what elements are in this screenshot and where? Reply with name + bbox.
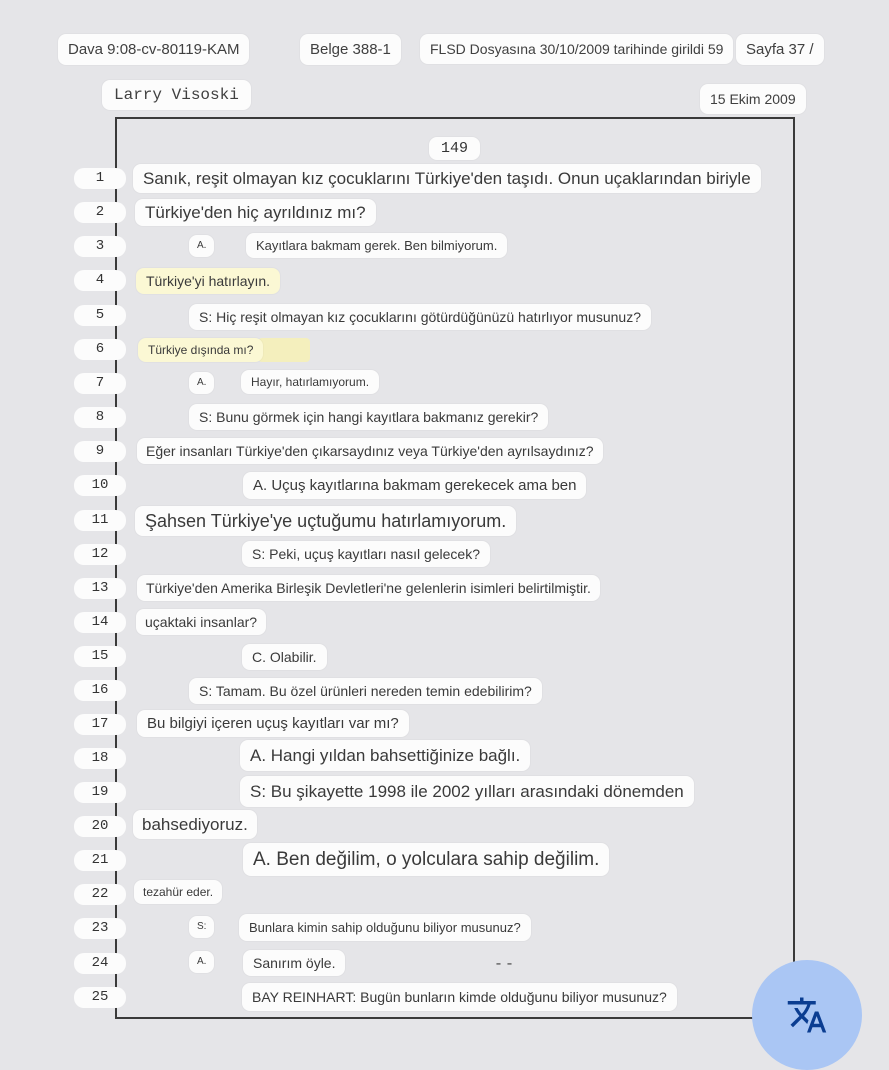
transcript-line: uçaktaki insanlar?: [136, 609, 266, 635]
line-number: 24: [74, 953, 126, 974]
transcript-line: C. Olabilir.: [242, 644, 327, 670]
trailing-dashes: --: [494, 956, 517, 973]
transcript-line: Bu bilgiyi içeren uçuş kayıtları var mı?: [137, 710, 409, 737]
transcript-line: Sanırım öyle.: [243, 950, 345, 976]
deponent-name: Larry Visoski: [102, 80, 251, 110]
line-number: 22: [74, 884, 126, 905]
transcript-page-number: 149: [429, 137, 480, 160]
transcript-line: S: Bu şikayette 1998 ile 2002 yılları arasındaki dönemden: [240, 776, 694, 807]
transcript-line: S: Bunu görmek için hangi kayıtlara bakmanız gerekir?: [189, 404, 548, 430]
transcript-line: BAY REINHART: Bugün bunların kimde olduğunu biliyor musunuz?: [242, 983, 677, 1011]
transcript-line: tezahür eder.: [134, 880, 222, 904]
highlighted-line: Türkiye dışında mı?: [138, 338, 263, 362]
line-number: 21: [74, 850, 126, 871]
transcript-line: A. Uçuş kayıtlarına bakmam gerekecek ama ben: [243, 472, 586, 499]
question-marker: S:: [189, 916, 214, 938]
transcript-line: S: Peki, uçuş kayıtları nasıl gelecek?: [242, 541, 490, 567]
line-number: 20: [74, 816, 126, 837]
filing-info: FLSD Dosyasına 30/10/2009 tarihinde girildi 59: [420, 34, 733, 64]
line-number: 10: [74, 475, 126, 496]
line-number: 11: [74, 510, 126, 531]
line-number: 18: [74, 748, 126, 769]
line-number: 9: [74, 441, 126, 462]
line-number: 1: [74, 168, 126, 189]
line-number: 4: [74, 270, 126, 291]
line-number: 13: [74, 578, 126, 599]
answer-marker: A.: [189, 951, 214, 973]
page-number: Sayfa 37 /: [736, 34, 824, 65]
line-number: 12: [74, 544, 126, 565]
line-number: 25: [74, 987, 126, 1008]
transcript-line: A. Ben değilim, o yolculara sahip değilim.: [243, 843, 609, 876]
transcript-line: Kayıtlara bakmam gerek. Ben bilmiyorum.: [246, 233, 507, 258]
transcript-line: bahsediyoruz.: [133, 810, 257, 839]
translate-button[interactable]: [752, 960, 862, 1070]
highlighted-line: Türkiye'yi hatırlayın.: [136, 268, 280, 294]
case-number: Dava 9:08-cv-80119-KAM: [58, 34, 249, 65]
answer-marker: A.: [189, 372, 214, 394]
transcript-line: Şahsen Türkiye'ye uçtuğumu hatırlamıyorum.: [135, 506, 516, 536]
line-number: 19: [74, 782, 126, 803]
transcript-line: Eğer insanları Türkiye'den çıkarsaydınız veya Türkiye'den ayrılsaydınız?: [137, 438, 603, 464]
answer-marker: A.: [189, 235, 214, 257]
line-number: 15: [74, 646, 126, 667]
transcript-line: Türkiye'den hiç ayrıldınız mı?: [135, 199, 376, 226]
line-number: 2: [74, 202, 126, 223]
transcript-line: Sanık, reşit olmayan kız çocuklarını Türkiye'den taşıdı. Onun uçaklarından biriyle: [133, 164, 761, 193]
line-number: 7: [74, 373, 126, 394]
line-number: 8: [74, 407, 126, 428]
line-number: 6: [74, 339, 126, 360]
line-number: 14: [74, 612, 126, 633]
line-number: 17: [74, 714, 126, 735]
line-number: 16: [74, 680, 126, 701]
transcript-line: Bunlara kimin sahip olduğunu biliyor musunuz?: [239, 914, 531, 941]
highlight-mark: [258, 338, 310, 362]
transcript-line: Hayır, hatırlamıyorum.: [241, 370, 379, 394]
deposition-date: 15 Ekim 2009: [700, 84, 806, 114]
line-number: 3: [74, 236, 126, 257]
transcript-line: S: Hiç reşit olmayan kız çocuklarını götürdüğünüzü hatırlıyor musunuz?: [189, 304, 651, 330]
transcript-line: A. Hangi yıldan bahsettiğinize bağlı.: [240, 740, 530, 771]
transcript-line: Türkiye'den Amerika Birleşik Devletleri'ne gelenlerin isimleri belirtilmiştir.: [137, 575, 600, 601]
document-number: Belge 388-1: [300, 34, 401, 65]
translate-icon: [786, 994, 828, 1036]
transcript-line: S: Tamam. Bu özel ürünleri nereden temin edebilirim?: [189, 678, 542, 704]
line-number: 23: [74, 918, 126, 939]
line-number: 5: [74, 305, 126, 326]
